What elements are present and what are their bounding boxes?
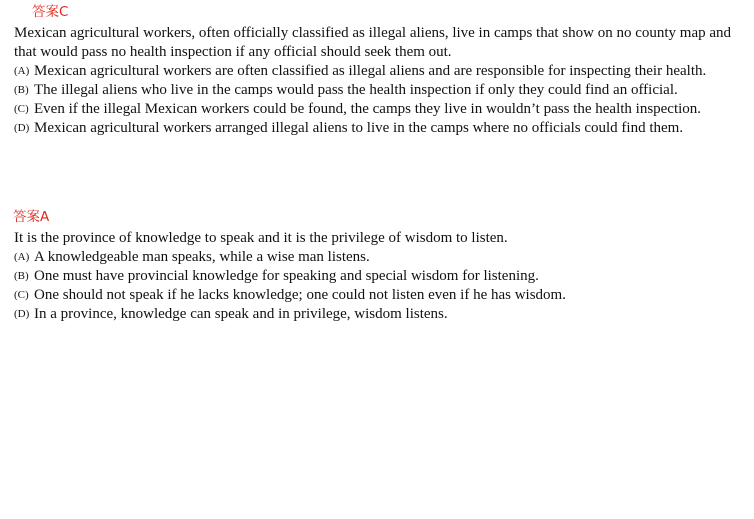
option-text: A knowledgeable man speaks, while a wise man listens. bbox=[34, 249, 370, 265]
option-letter: (C) bbox=[14, 289, 29, 301]
answer-label: 答案A bbox=[13, 209, 50, 225]
option-letter: (B) bbox=[14, 84, 29, 96]
question-stem: Mexican agricultural workers, often officially classified as illegal aliens, live in camps that show on no county map and that would pass no health inspection if any official should seek them out. bbox=[14, 25, 732, 60]
option-letter: (D) bbox=[14, 308, 30, 320]
question-stem: It is the province of knowledge to speak and it is the privilege of wisdom to listen. bbox=[14, 230, 508, 246]
option-text: Even if the illegal Mexican workers could be found, the camps they live in wouldn’t pass the health inspection. bbox=[34, 101, 702, 117]
option-b bbox=[0, 267, 754, 286]
option-text: Mexican agricultural workers are often classified as illegal aliens and are responsible for inspecting their health. bbox=[34, 63, 707, 79]
option-a bbox=[0, 62, 754, 81]
option-d bbox=[0, 119, 754, 138]
option-letter: (A) bbox=[14, 65, 30, 77]
option-d bbox=[0, 305, 754, 324]
option-letter: (B) bbox=[14, 270, 29, 282]
option-text: The illegal aliens who live in the camps would pass the health inspection if only they could find an official. bbox=[34, 82, 678, 98]
question-block-2 bbox=[0, 209, 754, 324]
option-letter: (A) bbox=[14, 251, 30, 263]
question-block-1 bbox=[0, 4, 754, 138]
option-letter: (C) bbox=[14, 103, 29, 115]
option-b bbox=[0, 81, 754, 100]
option-c bbox=[0, 100, 754, 119]
option-letter: (D) bbox=[14, 122, 30, 134]
option-a bbox=[0, 248, 754, 267]
option-text: In a province, knowledge can speak and in privilege, wisdom listens. bbox=[34, 306, 448, 322]
option-c bbox=[0, 286, 754, 305]
option-text: One should not speak if he lacks knowledge; one could not listen even if he has wisdom. bbox=[34, 287, 566, 303]
answer-label: 答案C bbox=[32, 4, 69, 20]
option-text: Mexican agricultural workers arranged illegal aliens to live in the camps where no officials could find them. bbox=[34, 120, 684, 136]
option-text: One must have provincial knowledge for speaking and special wisdom for listening. bbox=[34, 268, 539, 284]
